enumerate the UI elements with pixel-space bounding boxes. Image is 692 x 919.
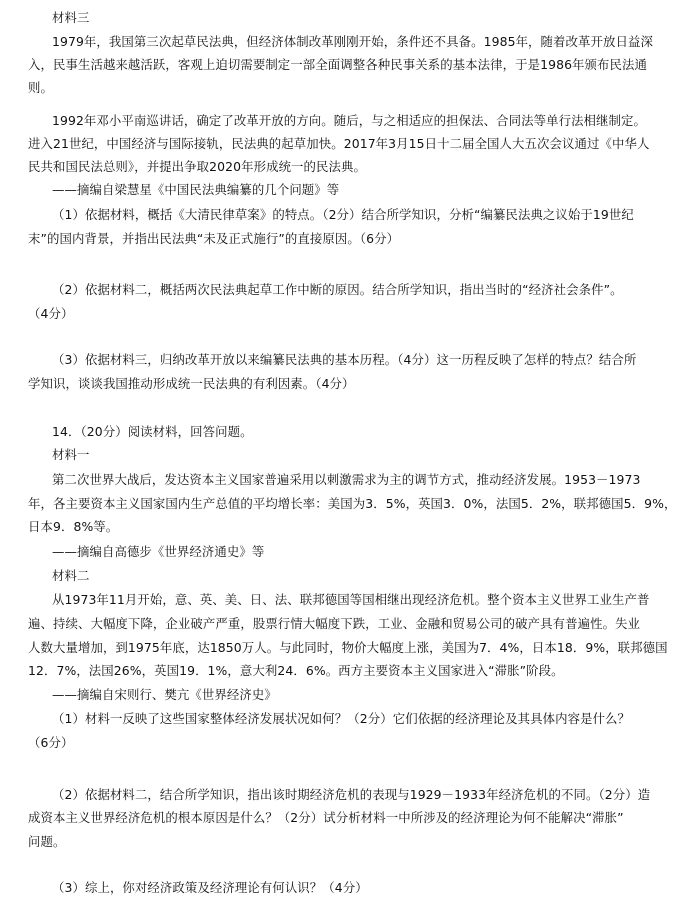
source-citation: ——摘编自高德步《世界经济通史》等 (52, 544, 265, 559)
paragraph-line: 民共和国民法总则》，并提出争取2020年形成统一的民法典。 (28, 159, 366, 174)
material-heading: 材料二 (52, 568, 90, 583)
paragraph-line: 1979年，我国第三次起草民法典，但经济体制改革刚刚开始，条件还不具备。1985年，随着改革开放日益深 (52, 34, 653, 49)
question-line: 末”的国内背景，并指出民法典“未及正式施行”的直接原因。（6分） (28, 231, 400, 246)
question-line: （3）综上，你对经济政策及经济理论有何认识？（4分） (52, 880, 368, 895)
question-line: 成资本主义世界经济危机的根本原因是什么？（2分）试分析材料一中所涉及的经济理论为何不能解决“滞胀” (28, 810, 624, 825)
question-line: （1）材料一反映了这些国家整体经济发展状况如何？（2分）它们依据的经济理论及其具体内容是什么？ (52, 711, 631, 726)
paragraph-line: 入，民事生活越来越活跃，客观上迫切需要制定一部全面调整各种民事关系的基本法律，于是1986年颁布民法通 (28, 57, 647, 72)
question-line: （1）依据材料，概括《大清民律草案》的特点。（2分）结合所学知识，分析“编纂民法典之议始于19世纪 (52, 207, 634, 222)
source-citation: ——摘编自梁慧星《中国民法典编纂的几个问题》等 (52, 182, 340, 197)
question-line: 学知识，谈谈我国推动形成统一民法典的有利因素。（4分） (28, 376, 355, 391)
paragraph-line: 12．7%，法国26%，英国19．1%，意大利24．6%。西方主要资本主义国家进入“滞胀”阶段。 (28, 663, 564, 678)
question-line: 问题。 (28, 834, 66, 849)
paragraph-line: 从1973年11月开始，意、英、美、日、法、联邦德国等国相继出现经济危机。整个资本主义世界工业生产普 (52, 592, 650, 607)
paragraph-line: 年，各主要资本主义国家国内生产总值的平均增长率：美国为3．5%，英国3．0%，法国5．2%，联邦德国5．9%， (28, 496, 677, 511)
paragraph-line: 进入21世纪，中国经济与国际接轨，民法典的起草加快。2017年3月15日十二届全国人大五次会议通过《中华人 (28, 136, 650, 151)
paragraph-line: 第二次世界大战后，发达资本主义国家普遍采用以刺激需求为主的调节方式，推动经济发展。1953－1973 (52, 472, 641, 487)
question-line: （2）依据材料二，概括两次民法典起草工作中断的原因。结合所学知识，指出当时的“经济社会条件”。 (52, 282, 623, 297)
paragraph-line: 人数大量增加，到1975年底，达1850万人。与此同时，物价大幅度上涨，美国为7．4%，日本18．9%，联邦德国 (28, 640, 668, 655)
paragraph-line: 遍、持续、大幅度下降，企业破产严重，股票行情大幅度下跌，工业、金融和贸易公司的破产具有普遍性。失业 (28, 616, 641, 631)
paragraph-line: 1992年邓小平南巡讲话，确定了改革开放的方向。随后，与之相适应的担保法、合同法等单行法相继制定。 (52, 113, 647, 128)
source-citation: ——摘编自宋则行、樊亢《世界经济史》 (52, 687, 277, 702)
material-heading: 材料三 (52, 10, 90, 25)
question-heading: 14．（20分）阅读材料，回答问题。 (52, 424, 253, 439)
question-line: （4分） (28, 306, 74, 321)
material-heading: 材料一 (52, 447, 90, 462)
question-line: （6分） (28, 735, 74, 750)
question-line: （2）依据材料二，结合所学知识，指出该时期经济危机的表现与1929－1933年经济危机的不同。（2分）造 (52, 787, 651, 802)
paragraph-line: 则。 (28, 80, 53, 95)
question-line: （3）依据材料三，归纳改革开放以来编纂民法典的基本历程。（4分）这一历程反映了怎样的特点？结合所 (52, 352, 637, 367)
paragraph-line: 日本9．8%等。 (28, 519, 119, 534)
